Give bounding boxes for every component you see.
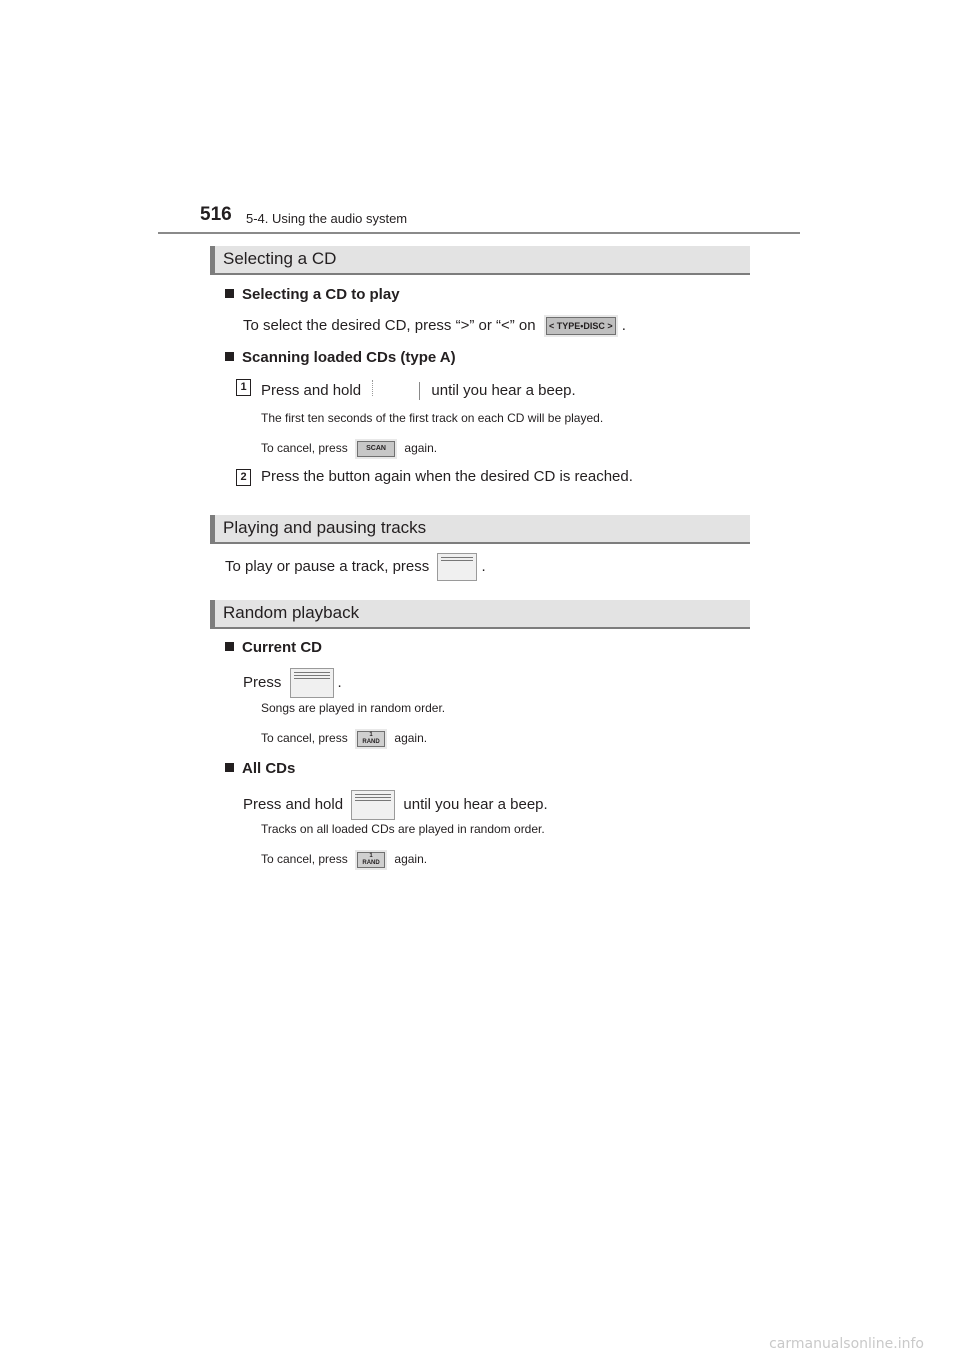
rand-button-face bbox=[357, 852, 385, 868]
subheading-scanning-cds bbox=[225, 349, 456, 366]
instruction-end: . bbox=[337, 673, 342, 691]
scan-cancel-note bbox=[261, 439, 437, 459]
blank-button-icon bbox=[369, 378, 423, 404]
note-text: To cancel, press bbox=[261, 731, 348, 746]
section-title: Playing and pausing tracks bbox=[223, 518, 427, 537]
square-bullet-icon bbox=[225, 289, 234, 298]
note-text-end: again. bbox=[394, 731, 428, 746]
rand-number: 1 bbox=[369, 853, 373, 859]
subheading-text: Scanning loaded CDs (type A) bbox=[242, 349, 456, 366]
section-heading-random-playback bbox=[210, 600, 750, 629]
page-number: 516 bbox=[200, 204, 232, 225]
section-title: Selecting a CD bbox=[223, 249, 337, 268]
rand-button-face bbox=[357, 731, 385, 747]
heading-bar bbox=[210, 600, 215, 627]
section-heading-playing-pausing bbox=[210, 515, 750, 544]
instruction-text: Press and hold bbox=[243, 795, 344, 813]
scan-note-1: The first ten seconds of the first track on each CD will be played. bbox=[261, 411, 604, 425]
instruction-end: . bbox=[621, 316, 626, 334]
square-bullet-icon bbox=[225, 763, 234, 772]
instruction-text: To play or pause a track, press bbox=[225, 557, 430, 575]
rand-button-icon bbox=[355, 850, 387, 870]
rand-number: 1 bbox=[369, 732, 373, 738]
watermark: carmanualsonline.info bbox=[769, 1336, 924, 1352]
rand-button-icon bbox=[355, 729, 387, 749]
step-text: Press and hold bbox=[261, 381, 362, 399]
heading-bar bbox=[210, 246, 215, 273]
instruction-text: Press bbox=[243, 673, 282, 691]
instruction-text: To select the desired CD, press “>” or “<” on bbox=[243, 316, 536, 334]
scan-button-icon bbox=[355, 439, 397, 459]
step-text-end: until you hear a beep. bbox=[431, 381, 576, 399]
header-rule bbox=[158, 232, 800, 234]
scan-label: SCAN bbox=[357, 441, 395, 457]
instruction-text-end: until you hear a beep. bbox=[403, 795, 548, 813]
step-number-2: 2 bbox=[236, 469, 251, 486]
section-heading-selecting-cd bbox=[210, 246, 750, 275]
scan-step-2: Press the button again when the desired CD is reached. bbox=[261, 468, 633, 485]
note-text-end: again. bbox=[404, 441, 438, 456]
square-bullet-icon bbox=[225, 352, 234, 361]
subheading-text: Selecting a CD to play bbox=[242, 286, 400, 303]
type-disc-label: < TYPE•DISC > bbox=[546, 317, 616, 335]
rand-label: RAND bbox=[362, 739, 380, 745]
section-title: Random playback bbox=[223, 603, 360, 622]
subheading-text: Current CD bbox=[242, 639, 323, 656]
note-text: To cancel, press bbox=[261, 852, 348, 867]
note-text-end: again. bbox=[394, 852, 428, 867]
step-number-1: 1 bbox=[236, 379, 251, 396]
all-cds-instruction bbox=[243, 790, 548, 820]
current-cd-instruction bbox=[243, 668, 342, 698]
all-cds-cancel-note bbox=[261, 850, 427, 870]
play-pause-instruction bbox=[225, 553, 486, 581]
subheading-all-cds bbox=[225, 760, 295, 777]
subheading-current-cd bbox=[225, 639, 322, 656]
random-hold-button-icon bbox=[351, 790, 395, 820]
type-disc-button-icon bbox=[544, 315, 618, 337]
heading-bar bbox=[210, 515, 215, 542]
square-bullet-icon bbox=[225, 642, 234, 651]
play-pause-button-icon bbox=[437, 553, 477, 581]
scan-step-1 bbox=[261, 378, 576, 404]
all-cds-note-1: Tracks on all loaded CDs are played in random order. bbox=[261, 822, 545, 836]
rand-label: RAND bbox=[362, 860, 380, 866]
select-cd-instruction bbox=[243, 315, 626, 337]
random-button-icon bbox=[290, 668, 334, 698]
subheading-text: All CDs bbox=[242, 760, 296, 777]
note-text: To cancel, press bbox=[261, 441, 348, 456]
current-cd-note-1: Songs are played in random order. bbox=[261, 701, 446, 715]
current-cd-cancel-note bbox=[261, 729, 427, 749]
subheading-selecting-cd-to-play bbox=[225, 286, 400, 303]
instruction-end: . bbox=[481, 557, 486, 575]
section-path: 5-4. Using the audio system bbox=[246, 211, 408, 226]
